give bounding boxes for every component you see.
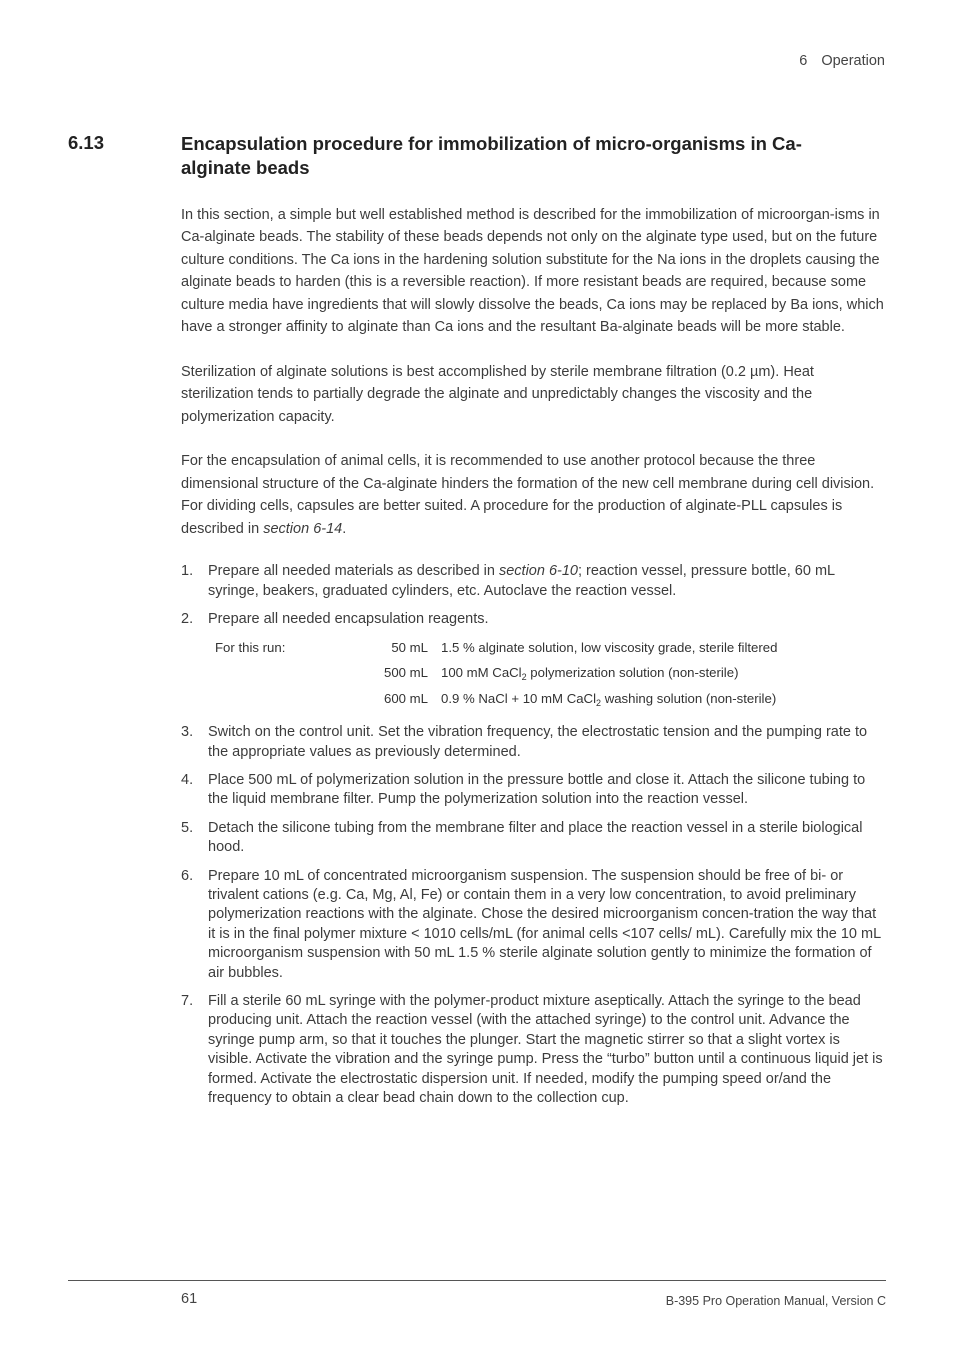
manual-title: B-395 Pro Operation Manual, Version C — [665, 1294, 886, 1308]
step-text: Fill a sterile 60 mL syringe with the polymer-product mixture aseptically. Attach the syringe to the bead producing unit. Attach the reaction vessel (with the attached syringe) to the control unit. Advance the syringe pump arm, so that it touches the plunger. Start the magnetic stirrer so that a slight vortex is visible. Activate the vibration and the syringe pump. Press the “turbo” button until a continuous liquid jet is formed. Activate the electrostatic dispersion unit. If needed, modify the pumping speed or/and the frequency to obtain a clear bead chain down to the collection cup. — [208, 993, 883, 1107]
step-text: ; reaction vessel, pressure bottle, 60 mL syringe, beakers, graduated cylinders, etc. Autoclave the reaction vessel. — [208, 563, 835, 599]
step-number: 1. — [181, 563, 194, 580]
running-header — [799, 53, 885, 69]
step-7 — [181, 992, 887, 1108]
section-title: Encapsulation procedure for immobilization of micro-organisms in Ca-alginate beads — [181, 133, 802, 178]
reagents-table — [215, 638, 777, 715]
reagent-description: 0.9 % NaCl + 10 mM CaCl$_2$ washing solution (non-sterile) — [441, 690, 777, 708]
step-number: 3. — [181, 724, 194, 741]
step-number: 2. — [181, 611, 194, 628]
reagent-volume: 600 mL — [384, 690, 428, 706]
step-6 — [181, 867, 887, 983]
reagent-description: 100 mM CaCl$_2$ polymerization solution (non-sterile) — [441, 665, 739, 683]
step-2 — [181, 610, 887, 714]
step-text: Place 500 mL of polymerization solution in the pressure bottle and close it. Attach the silicone tubing to the liquid membrane filter. Pump the polymerization solution into the reaction vessel. — [208, 771, 866, 808]
run-label: For this run: — [215, 639, 286, 655]
reagent-volume: 50 mL — [391, 639, 428, 655]
reagent-description: 1.5 % alginate solution, low viscosity grade, sterile filtered — [441, 639, 778, 655]
step-text: Prepare all needed materials as described in — [208, 563, 499, 580]
section-number: 6.13 — [68, 132, 105, 153]
page-number: 61 — [181, 1291, 198, 1307]
paragraph-intro: In this section, a simple but well established method is described for the immobilization of microorgan-isms in Ca-alginate beads. The stability of these beads depends not only on the alginate type used, but on the future culture conditions. The Ca ions in the hardening solution substitute for the Na ions in the droplets causing the alginate beads to harden (this is a reversible reaction). If more resistant beads are required, because some culture media have ingredients that will slowly dissolve the beads, Ca ions may be replaced by Ba ions, which have a stronger affinity to alginate than Ca ions and the resultant Ba-alginate beads will be more stable. — [181, 207, 884, 336]
section-body — [181, 204, 887, 1117]
step-number: 6. — [181, 867, 194, 884]
paragraph-text: For the encapsulation of animal cells, it is recommended to use another protocol because the three dimensional structure of the Ca-alginate hinders the formation of the new cell membrane during cell division. For dividing cells, capsules are better suited. A procedure for the production of alginate-PLL capsules is described in — [181, 453, 875, 537]
step-5 — [181, 819, 887, 858]
step-4 — [181, 771, 887, 810]
section-reference: section 6-14 — [263, 520, 343, 537]
procedure-steps — [181, 562, 887, 1108]
step-number: 5. — [181, 819, 194, 836]
step-text: Switch on the control unit. Set the vibration frequency, the electrostatic tension and the pumping rate to the appropriate values as previously determined. — [208, 724, 868, 760]
reagent-volume: 500 mL — [384, 665, 428, 681]
paragraph-sterilization: Sterilization of alginate solutions is best accomplished by sterile membrane filtration (0.2 µm). Heat sterilization tends to partially degrade the alginate and unpredictably changes the viscosity and the polymerization capacity. — [181, 363, 814, 425]
step-1 — [181, 562, 887, 601]
footer-divider — [68, 1280, 886, 1281]
step-number: 7. — [181, 993, 194, 1010]
step-number: 4. — [181, 771, 194, 788]
step-text: Detach the silicone tubing from the membrane filter and place the reaction vessel in a sterile biological hood. — [208, 819, 863, 856]
reagent-row — [215, 638, 777, 664]
reagent-row — [215, 689, 777, 715]
step-text: Prepare all needed encapsulation reagents. — [208, 611, 489, 628]
paragraph-end: . — [342, 520, 347, 537]
reagent-row — [215, 663, 777, 689]
chapter-title: Operation — [821, 53, 885, 69]
step-text: Prepare 10 mL of concentrated microorganism suspension. The suspension should be free of bi- or trivalent cations (e.g. Ca, Mg, Al, Fe) or contain them in a very low concentration, to avoid preliminary polymerization reactions with the alginate. Chose the desired microorganism concen-tration the way that it is in the final polymer mixture < 1010 cells/mL (for animal cells <107 cells/ mL). Carefully mix the 10 mL microorganism suspension with 50 mL 1.5 % sterile alginate solution gently to minimize the formation of air bubbles. — [208, 867, 881, 981]
chapter-number: 6 — [799, 53, 808, 69]
paragraph-animal-cells — [181, 450, 887, 540]
section-reference: section 6-10 — [498, 563, 578, 580]
step-3 — [181, 723, 887, 762]
